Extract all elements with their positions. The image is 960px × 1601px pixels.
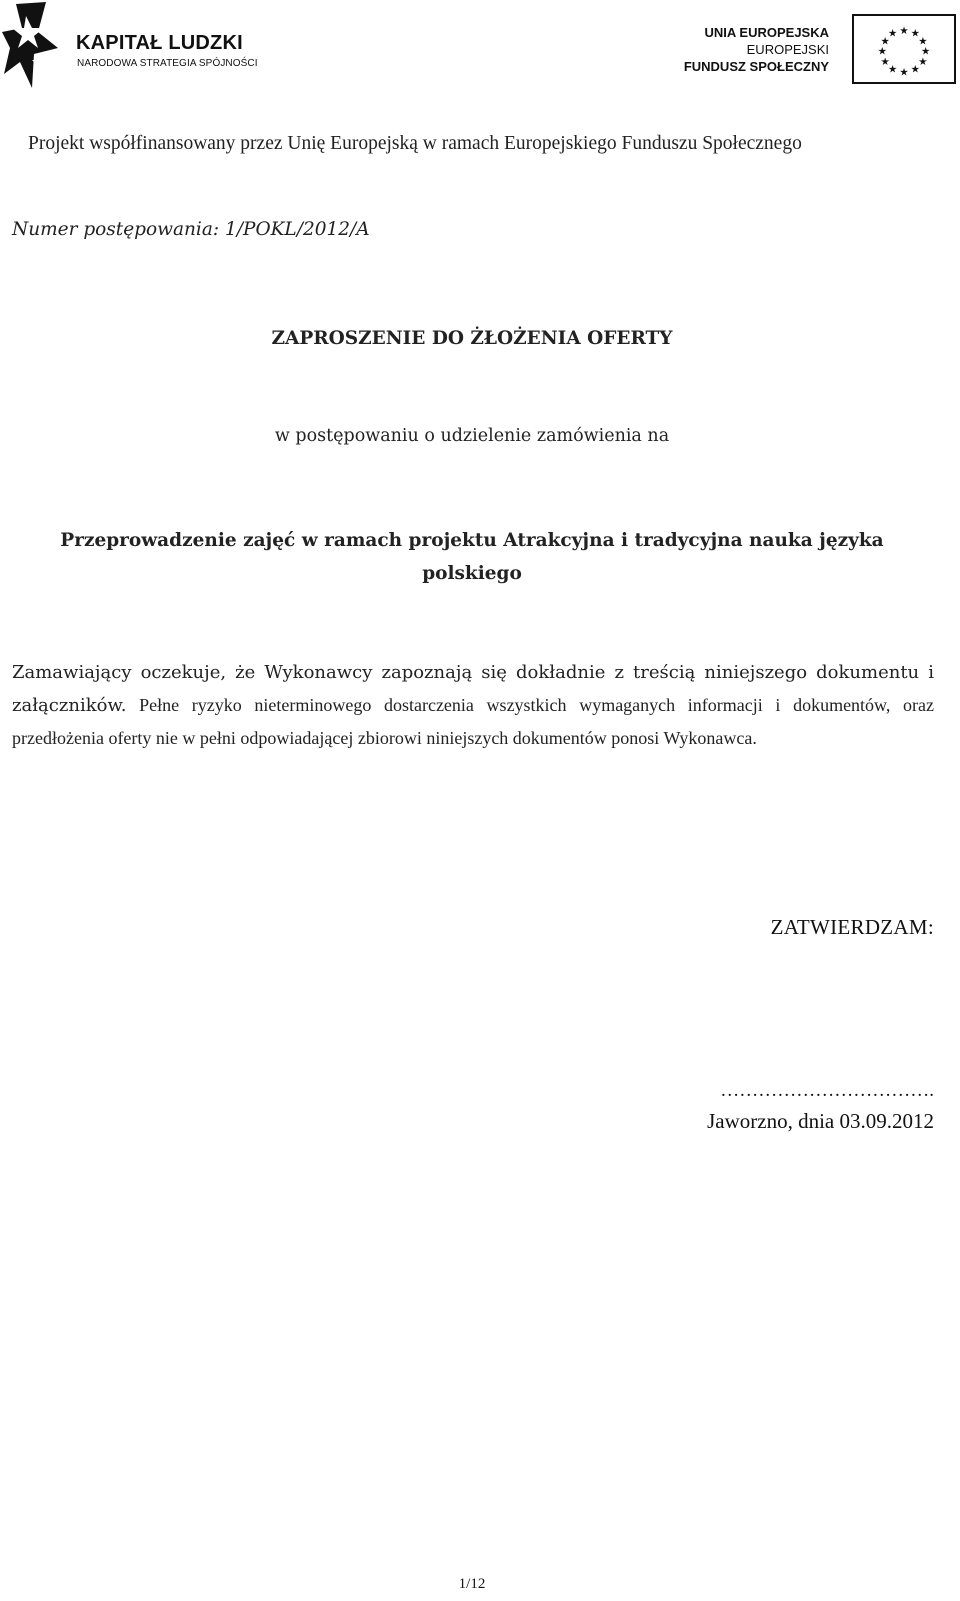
svg-text:★: ★ [888, 27, 898, 40]
kapital-ludzki-subtitle: NARODOWA STRATEGIA SPÓJNOŚCI [77, 58, 258, 69]
place-date: Jaworzno, dnia 03.09.2012 [707, 1109, 934, 1133]
star-logo-icon [2, 2, 60, 90]
svg-text:★: ★ [899, 66, 909, 79]
svg-text:★: ★ [880, 35, 890, 48]
case-number: Numer postępowania: 1/POKL/2012/A [12, 219, 370, 240]
eu-logo-line-1: UNIA EUROPEJSKA [704, 25, 829, 40]
eu-logo [676, 14, 956, 88]
kapital-ludzki-title: KAPITAŁ LUDZKI [76, 32, 243, 54]
notice-part-1: Zamawiający oczekuje, że Wykonawcy zapoznają się dokładnie z treścią niniejszego dokumentu i załączników. [12, 662, 934, 716]
svg-text:★: ★ [880, 56, 890, 69]
svg-text:★: ★ [910, 63, 920, 76]
svg-text:★: ★ [918, 56, 928, 69]
svg-text:★: ★ [877, 45, 887, 58]
page-number: 1/12 [458, 1576, 486, 1592]
document-title: ZAPROSZENIE DO ŻŁOŻENIA OFERTY [271, 328, 673, 349]
order-subject: Przeprowadzenie zajęć w ramach projektu Atrakcyjna i tradycyjna nauka języka polskiego [60, 530, 884, 584]
svg-text:★: ★ [888, 63, 898, 76]
svg-text:★: ★ [921, 45, 931, 58]
eu-logo-line-2: EUROPEJSKI [746, 42, 829, 57]
approval-label: ZATWIERDZAM: [770, 915, 934, 939]
notice-paragraph [12, 656, 934, 755]
eu-flag-icon [852, 14, 956, 84]
svg-text:★: ★ [899, 24, 909, 37]
eu-logo-line-3: FUNDUSZ SPOŁECZNY [683, 59, 829, 74]
funding-note: Projekt współfinansowany przez Unię Europejską w ramach Europejskiego Funduszu Społecznego [28, 133, 802, 154]
signature-line: ……………………………. [720, 1080, 934, 1101]
proceeding-line: w postępowaniu o udzielenie zamówienia na [274, 426, 670, 446]
kapital-ludzki-logo [2, 2, 272, 90]
svg-text:★: ★ [910, 27, 920, 40]
notice-part-2: Pełne ryzyko nieterminowego dostarczenia wszystkich wymaganych informacji i dokumentów, oraz przedłożenia oferty nie w pełni odpowiadającej zbiorowi niniejszych dokumentów ponosi Wykonawca. [12, 695, 935, 748]
svg-text:★: ★ [918, 35, 928, 48]
